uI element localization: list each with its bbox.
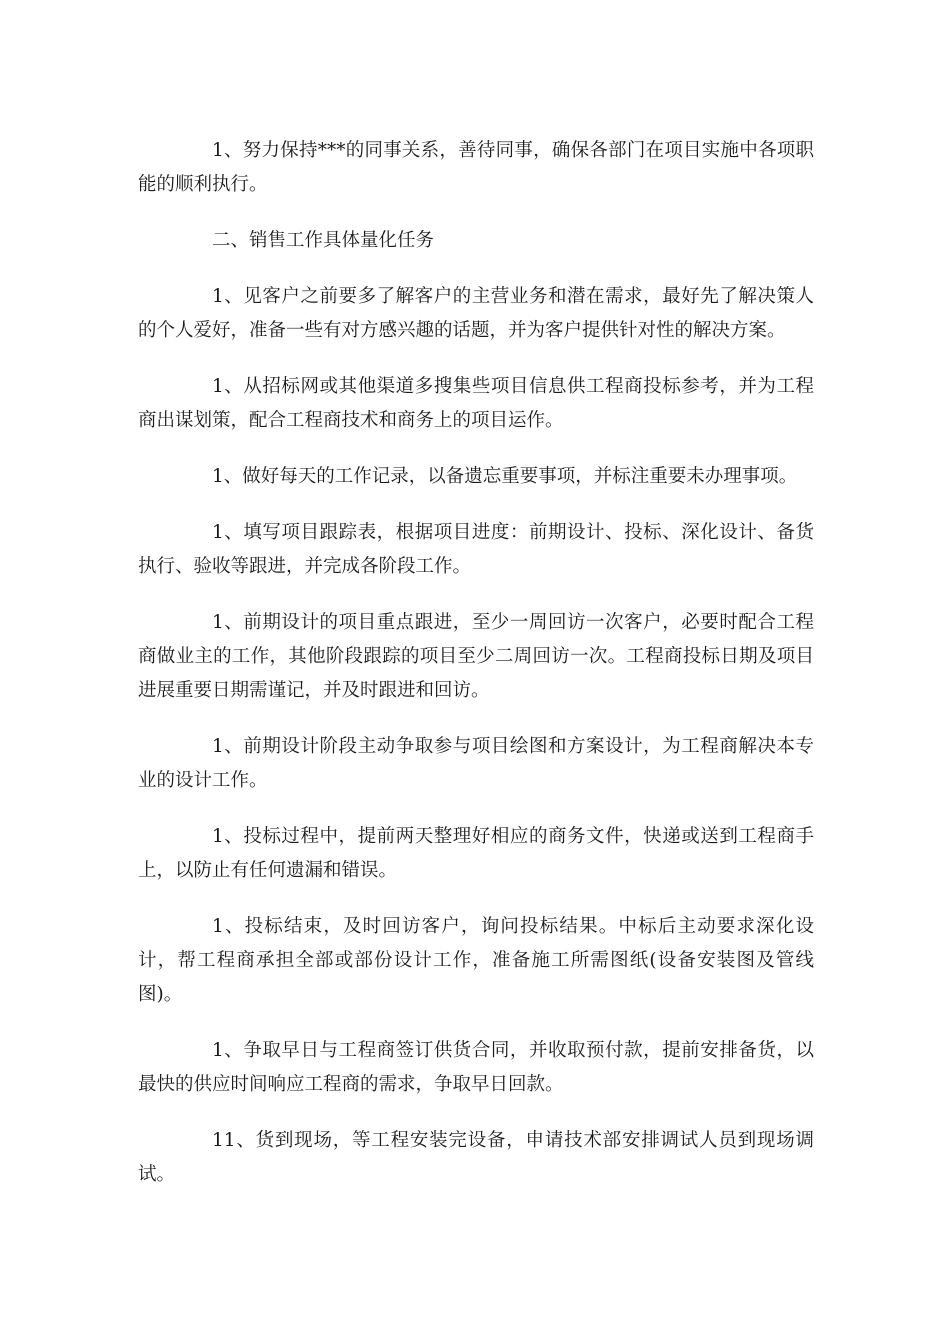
paragraph-bid-results: 1、投标结束，及时回访客户，询问投标结果。中标后主动要求深化设计，帮工程商承担全部或部份设计工作，准备施工所需图纸(设备安装图及管线图)。 (138, 916, 814, 1005)
document-body (138, 134, 814, 1214)
paragraph-design-participation: 1、前期设计阶段主动争取参与项目绘图和方案设计，为工程商解决本专业的设计工作。 (138, 736, 814, 791)
paragraph-daily-records: 1、做好每天的工作记录，以备遗忘重要事项，并标注重要未办理事项。 (212, 466, 798, 487)
paragraph-collect-project-info: 1、从招标网或其他渠道多搜集些项目信息供工程商投标参考，并为工程商出谋划策，配合工程商技术和商务上的项目运作。 (138, 376, 814, 431)
paragraph-colleague-relations: 1、努力保持***的同事关系，善待同事，确保各部门在项目实施中各项职能的顺利执行。 (138, 140, 814, 195)
paragraph-bidding-process: 1、投标过程中，提前两天整理好相应的商务文件，快递或送到工程商手上，以防止有任何遗漏和错误。 (138, 826, 814, 881)
paragraph-supply-contract: 1、争取早日与工程商签订供货合同，并收取预付款，提前安排备货，以最快的供应时间响应工程商的需求，争取早日回款。 (138, 1040, 814, 1095)
paragraph-tracking-sheet: 1、填写项目跟踪表，根据项目进度：前期设计、投标、深化设计、备货执行、验收等跟进，并完成各阶段工作。 (138, 522, 814, 577)
paragraph-design-followup: 1、前期设计的项目重点跟进，至少一周回访一次客户，必要时配合工程商做业主的工作，其他阶段跟踪的项目至少二周回访一次。工程商投标日期及项目进展重要日期需谨记，并及时跟进和回访。 (138, 612, 814, 701)
section-heading-sales-tasks: 二、销售工作具体量化任务 (212, 230, 435, 251)
paragraph-know-customer: 1、见客户之前要多了解客户的主营业务和潜在需求，最好先了解决策人的个人爱好，准备一些有对方感兴趣的话题，并为客户提供针对性的解决方案。 (138, 286, 814, 341)
paragraph-onsite-commissioning: 11、货到现场，等工程安装完设备，申请技术部安排调试人员到现场调试。 (138, 1130, 814, 1185)
